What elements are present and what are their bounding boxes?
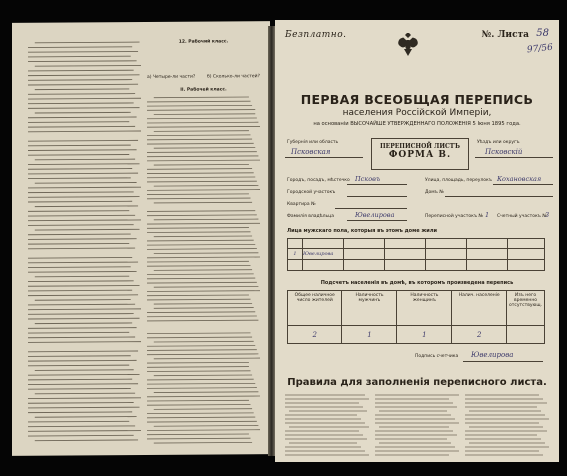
summary-column-header: Изъ него временно отсутствующ. bbox=[507, 291, 545, 326]
summary-value: 1 bbox=[342, 326, 397, 344]
section-title-2: II. Рабочей класс. bbox=[180, 87, 227, 93]
free-label: Безплатно. bbox=[285, 30, 347, 40]
census-subtitle: населения Россійской Имперіи, bbox=[342, 108, 492, 118]
form-name-box bbox=[371, 138, 469, 170]
enumerator-sector-label: Переписной участокъ № bbox=[425, 214, 484, 219]
population-summary-table bbox=[287, 290, 545, 344]
text-block bbox=[28, 38, 141, 446]
count-sector-label: Счетный участокъ № bbox=[497, 214, 547, 219]
owner-value: Ювелирова bbox=[355, 211, 395, 219]
owner-label: Фамилія владѣльца bbox=[287, 214, 334, 219]
question-a: а) Четыре-ли части? bbox=[147, 74, 196, 80]
summary-column-header: Наличность мужчинъ bbox=[342, 291, 397, 326]
field-underline bbox=[335, 208, 407, 209]
handwritten-sheet-number: 58 bbox=[536, 28, 549, 39]
governorate-label: Губернія или область bbox=[287, 140, 339, 145]
summary-value: 1 bbox=[397, 326, 452, 344]
double-headed-eagle-icon bbox=[395, 32, 421, 58]
question-b: б) Сколько-ли частей? bbox=[206, 74, 260, 80]
form-label: ФОРМА В. bbox=[388, 150, 452, 160]
right-column bbox=[147, 37, 260, 445]
enumerator-sector-value: 1 bbox=[485, 211, 490, 219]
signature-label: Подпись счетчика bbox=[415, 354, 459, 359]
apartment-label: Квартира № bbox=[287, 202, 316, 207]
signature-value: Ювелирова bbox=[471, 351, 514, 359]
city-value: Псковъ bbox=[355, 175, 381, 183]
left-instructions-page bbox=[12, 21, 270, 456]
residents-grid: 1 Ювелирова bbox=[287, 238, 545, 271]
house-label: Домъ № bbox=[425, 190, 444, 195]
district-value: Псковскій bbox=[485, 148, 523, 156]
census-title: ПЕРВАЯ ВСЕОБЩАЯ ПЕРЕПИСЬ bbox=[300, 92, 534, 107]
field-underline bbox=[445, 196, 553, 197]
left-column bbox=[28, 38, 141, 446]
legal-basis-line: на основаніи ВЫСОЧАЙШЕ УТВЕРЖДЕННАГО ПОЛОЖЕНІЯ 5 Іюня 1895 года. bbox=[313, 121, 521, 127]
census-form-page bbox=[275, 20, 559, 462]
sheet-type-label: ПЕРЕПИСНОЙ ЛИСТЪ bbox=[379, 143, 461, 150]
sheet-number-label: №. Листа bbox=[481, 30, 529, 40]
text-block bbox=[147, 94, 260, 445]
summary-value: 2 bbox=[288, 326, 342, 344]
city-label: Городъ, посадъ, мѣстечко bbox=[287, 178, 350, 183]
summary-column-header: Общее наличное число жителей bbox=[288, 291, 342, 326]
field-underline bbox=[347, 184, 407, 185]
field-underline bbox=[285, 157, 363, 158]
field-underline bbox=[463, 361, 543, 362]
governorate-value: Псковская bbox=[291, 148, 331, 156]
street-label: Улица, площадь, переулокъ bbox=[425, 178, 492, 183]
summary-column-header: Налич. населеніе bbox=[452, 291, 507, 326]
count-sector-value: 3 bbox=[545, 211, 550, 219]
question-row bbox=[147, 74, 260, 80]
section-title: 12. Рабочий класс. bbox=[178, 39, 229, 45]
handwritten-archive-code: 97/56 bbox=[526, 42, 554, 56]
rules-title: Правила для заполненія переписного листа. bbox=[287, 377, 547, 388]
residents-heading: Лица мужскаго пола, которыя въ этомъ доме жили bbox=[287, 228, 437, 234]
street-value: Кохановская bbox=[497, 175, 542, 183]
field-underline bbox=[347, 196, 407, 197]
field-underline bbox=[475, 157, 553, 158]
count-table-heading: Подсчетъ населенія въ домѣ, въ которомъ произведена перепись bbox=[320, 280, 514, 286]
sector-label: Городской участокъ bbox=[287, 190, 336, 195]
summary-value: 2 bbox=[452, 326, 507, 344]
rules-text-block bbox=[285, 392, 549, 458]
summary-value bbox=[507, 326, 545, 344]
summary-column-header: Наличность женщинъ bbox=[397, 291, 452, 326]
field-underline bbox=[347, 220, 407, 221]
field-underline bbox=[493, 184, 553, 185]
district-label: Уѣздъ или округъ bbox=[477, 140, 520, 145]
